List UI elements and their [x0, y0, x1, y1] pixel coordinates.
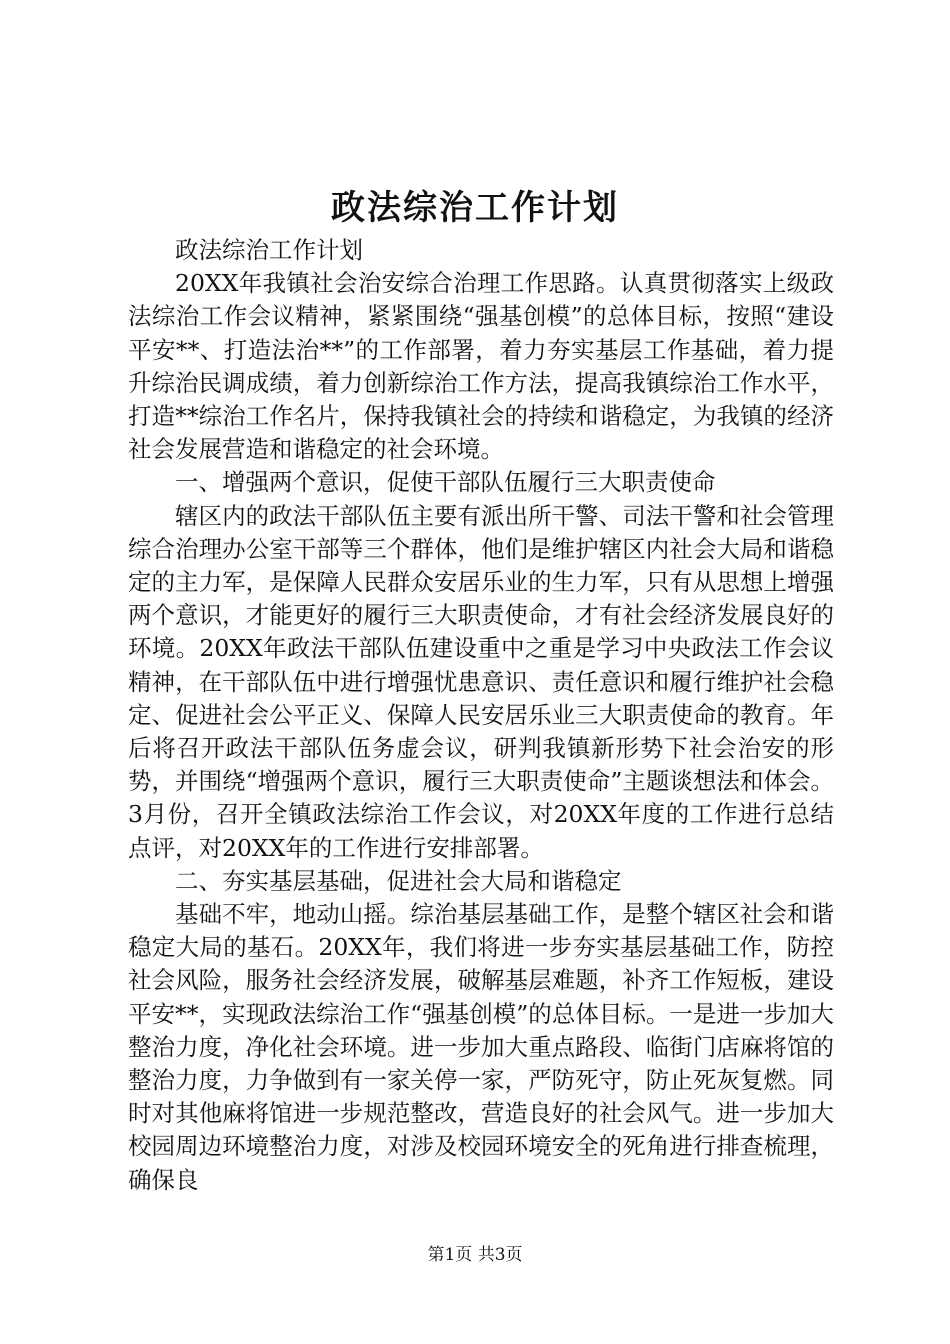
paragraph-intro: 20XX年我镇社会治安综合治理工作思路。认真贯彻落实上级政法综治工作会议精神，紧紧围绕“强基创模”的总体目标，按照“建设平安**、打造法治**”的工作部署，着力夯实基层工作基础，着力提升综治民调成绩，着力创新综治工作方法，提高我镇综治工作水平，打造**综治工作名片，保持我镇社会的持续和谐稳定，为我镇的经济社会发展营造和谐稳定的社会环境。	[128, 269, 834, 464]
document-body	[128, 234, 834, 1197]
page-footer: 第1页 共3页	[427, 1245, 523, 1265]
paragraph-section-2: 基础不牢，地动山摇。综治基层基础工作，是整个辖区社会和谐稳定大局的基石。20XX年，我们将进一步夯实基层基础工作，防控社会风险，服务社会经济发展，破解基层难题，补齐工作短板，建设平安**，实现政法综治工作“强基创模”的总体目标。一是进一步加大整治力度，净化社会环境。进一步加大重点路段、临街门店麻将馆的整治力度，力争做到有一家关停一家，严防死守，防止死灰复燃。同时对其他麻将馆进一步规范整改，营造良好的社会风气。进一步加大校园周边环境整治力度，对涉及校园环境安全的死角进行排查梳理，确保良	[128, 900, 834, 1194]
paragraph-section-1: 辖区内的政法干部队伍主要有派出所干警、司法干警和社会管理综合治理办公室干部等三个群体，他们是维护辖区内社会大局和谐稳定的主力军，是保障人民群众安居乐业的生力军，只有从思想上增强两个意识，才能更好的履行三大职责使命，才有社会经济发展良好的环境。20XX年政法干部队伍建设重中之重是学习中央政法工作会议精神，在干部队伍中进行增强忧患意识、责任意识和履行维护社会稳定、促进社会公平正义、保障人民安居乐业三大职责使命的教育。年后将召开政法干部队伍务虚会议，研判我镇新形势下社会治安的形势，并围绕“增强两个意识，履行三大职责使命”主题谈想法和体会。3月份，召开全镇政法综治工作会议，对20XX年度的工作进行总结点评，对20XX年的工作进行安排部署。	[128, 501, 834, 862]
paragraph-subtitle: 政法综治工作计划	[175, 236, 363, 264]
section-heading-1: 一、增强两个意识，促使干部队伍履行三大职责使命	[175, 468, 716, 497]
document-title: 政法综治工作计划	[331, 188, 619, 228]
section-heading-2: 二、夯实基层基础，促进社会大局和谐稳定	[175, 866, 622, 895]
